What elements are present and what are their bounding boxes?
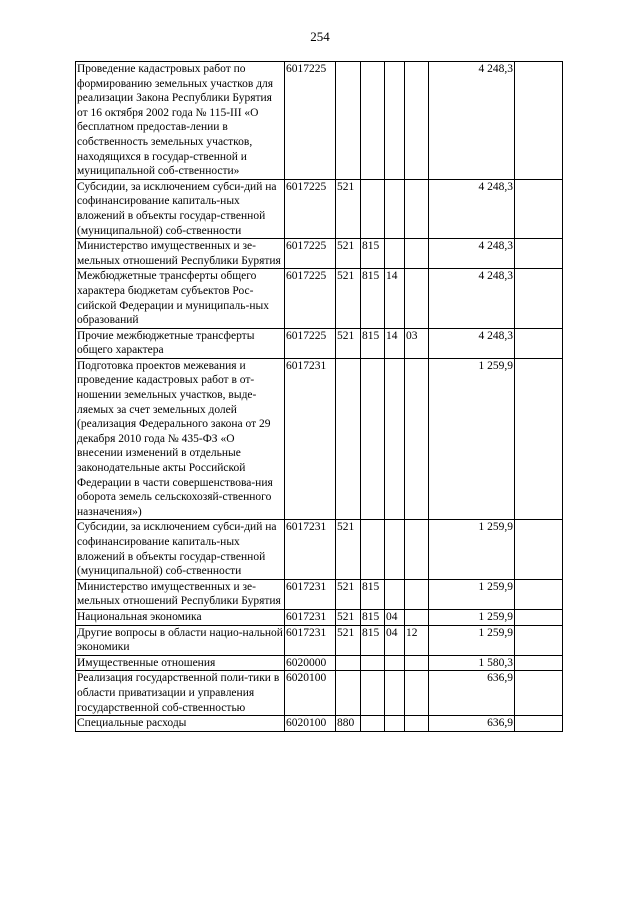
expense-name-cell: Прочие межбюджетные трансферты общего характера xyxy=(76,328,285,358)
extra-cell xyxy=(515,671,563,716)
expense-type-cell: 521 xyxy=(336,520,361,579)
section-cell: 14 xyxy=(385,328,405,358)
expense-name-cell: Субсидии, за исключением субси-дий на софинансирование капиталь-ных вложений в объекты государ-ственной (муниципальной) соб-ственности xyxy=(76,179,285,238)
ministry-code-cell: 815 xyxy=(361,239,385,269)
subsection-cell xyxy=(405,239,429,269)
target-article-cell: 6017231 xyxy=(285,520,336,579)
amount-cell: 1 259,9 xyxy=(429,625,515,655)
table-row xyxy=(76,671,563,716)
table-row xyxy=(76,328,563,358)
target-article-cell: 6020000 xyxy=(285,655,336,671)
subsection-cell xyxy=(405,358,429,520)
table-row xyxy=(76,609,563,625)
subsection-cell: 03 xyxy=(405,328,429,358)
expense-name-cell: Субсидии, за исключением субси-дий на софинансирование капиталь-ных вложений в объекты государ-ственной (муниципальной) соб-ственности xyxy=(76,520,285,579)
ministry-code-cell xyxy=(361,671,385,716)
extra-cell xyxy=(515,625,563,655)
amount-cell: 636,9 xyxy=(429,671,515,716)
table-row xyxy=(76,179,563,238)
expense-type-cell: 521 xyxy=(336,579,361,609)
section-cell xyxy=(385,62,405,180)
amount-cell: 4 248,3 xyxy=(429,328,515,358)
extra-cell xyxy=(515,328,563,358)
ministry-code-cell xyxy=(361,520,385,579)
section-cell: 04 xyxy=(385,625,405,655)
expense-type-cell xyxy=(336,655,361,671)
expense-type-cell: 521 xyxy=(336,328,361,358)
table-row xyxy=(76,716,563,732)
subsection-cell: 12 xyxy=(405,625,429,655)
amount-cell: 4 248,3 xyxy=(429,62,515,180)
amount-cell: 4 248,3 xyxy=(429,239,515,269)
extra-cell xyxy=(515,655,563,671)
expense-type-cell: 521 xyxy=(336,239,361,269)
target-article-cell: 6017225 xyxy=(285,239,336,269)
amount-cell: 1 259,9 xyxy=(429,358,515,520)
extra-cell xyxy=(515,62,563,180)
target-article-cell: 6017231 xyxy=(285,358,336,520)
table-row xyxy=(76,625,563,655)
ministry-code-cell: 815 xyxy=(361,625,385,655)
subsection-cell xyxy=(405,269,429,328)
section-cell xyxy=(385,179,405,238)
section-cell: 14 xyxy=(385,269,405,328)
subsection-cell xyxy=(405,579,429,609)
target-article-cell: 6017231 xyxy=(285,579,336,609)
extra-cell xyxy=(515,358,563,520)
ministry-code-cell: 815 xyxy=(361,609,385,625)
subsection-cell xyxy=(405,655,429,671)
expense-type-cell: 521 xyxy=(336,179,361,238)
amount-cell: 1 580,3 xyxy=(429,655,515,671)
section-cell: 04 xyxy=(385,609,405,625)
expense-type-cell: 880 xyxy=(336,716,361,732)
ministry-code-cell xyxy=(361,655,385,671)
target-article-cell: 6017225 xyxy=(285,179,336,238)
amount-cell: 1 259,9 xyxy=(429,520,515,579)
ministry-code-cell xyxy=(361,716,385,732)
target-article-cell: 6017231 xyxy=(285,609,336,625)
extra-cell xyxy=(515,239,563,269)
table-row xyxy=(76,520,563,579)
expense-type-cell xyxy=(336,358,361,520)
expense-name-cell: Проведение кадастровых работ по формированию земельных участков для реализации Закона Республики Бурятия от 16 октября 2002 года № 115-III «О бесплатном предостав-лении в собственность земельных участков, находящихся в государ-ственной и муниципальной соб-ственности» xyxy=(76,62,285,180)
extra-cell xyxy=(515,579,563,609)
expense-type-cell: 521 xyxy=(336,625,361,655)
subsection-cell xyxy=(405,609,429,625)
target-article-cell: 6020100 xyxy=(285,716,336,732)
section-cell xyxy=(385,579,405,609)
expense-type-cell xyxy=(336,62,361,180)
ministry-code-cell xyxy=(361,358,385,520)
expense-name-cell: Министерство имущественных и зе-мельных отношений Республики Бурятия xyxy=(76,239,285,269)
expense-name-cell: Реализация государственной поли-тики в области приватизации и управления государственной соб-ственностью xyxy=(76,671,285,716)
target-article-cell: 6017231 xyxy=(285,625,336,655)
amount-cell: 1 259,9 xyxy=(429,609,515,625)
section-cell xyxy=(385,655,405,671)
amount-cell: 4 248,3 xyxy=(429,179,515,238)
section-cell xyxy=(385,358,405,520)
ministry-code-cell: 815 xyxy=(361,269,385,328)
extra-cell xyxy=(515,179,563,238)
section-cell xyxy=(385,239,405,269)
extra-cell xyxy=(515,269,563,328)
table-row xyxy=(76,269,563,328)
expense-type-cell: 521 xyxy=(336,269,361,328)
page-number: 254 xyxy=(310,29,330,44)
target-article-cell: 6017225 xyxy=(285,62,336,180)
subsection-cell xyxy=(405,671,429,716)
section-cell xyxy=(385,520,405,579)
table-body xyxy=(76,62,563,732)
expense-type-cell: 521 xyxy=(336,609,361,625)
table-row xyxy=(76,62,563,180)
subsection-cell xyxy=(405,520,429,579)
extra-cell xyxy=(515,716,563,732)
budget-table xyxy=(75,61,563,732)
expense-name-cell: Министерство имущественных и зе-мельных отношений Республики Бурятия xyxy=(76,579,285,609)
amount-cell: 636,9 xyxy=(429,716,515,732)
expense-name-cell: Межбюджетные трансферты общего характера бюджетам субъектов Рос-сийской Федерации и муниципаль-ных образований xyxy=(76,269,285,328)
extra-cell xyxy=(515,520,563,579)
subsection-cell xyxy=(405,716,429,732)
subsection-cell xyxy=(405,62,429,180)
amount-cell: 4 248,3 xyxy=(429,269,515,328)
section-cell xyxy=(385,716,405,732)
table-row xyxy=(76,655,563,671)
ministry-code-cell: 815 xyxy=(361,328,385,358)
amount-cell: 1 259,9 xyxy=(429,579,515,609)
ministry-code-cell: 815 xyxy=(361,579,385,609)
expense-type-cell xyxy=(336,671,361,716)
extra-cell xyxy=(515,609,563,625)
table-row xyxy=(76,579,563,609)
target-article-cell: 6017225 xyxy=(285,328,336,358)
subsection-cell xyxy=(405,179,429,238)
expense-name-cell: Специальные расходы xyxy=(76,716,285,732)
target-article-cell: 6017225 xyxy=(285,269,336,328)
target-article-cell: 6020100 xyxy=(285,671,336,716)
ministry-code-cell xyxy=(361,179,385,238)
expense-name-cell: Подготовка проектов межевания и проведение кадастровых работ в от-ношении земельных участков, выде-ляемых за счет земельных долей (реализация Федерального закона от 29 декабря 2010 года № 435-ФЗ «О внесении изменений в отдельные законодательные акты Российской Федерации в части совершенствова-ния оборота земель сельскохозяй-ственного назначения») xyxy=(76,358,285,520)
table-row xyxy=(76,239,563,269)
ministry-code-cell xyxy=(361,62,385,180)
section-cell xyxy=(385,671,405,716)
expense-name-cell: Другие вопросы в области нацио-нальной экономики xyxy=(76,625,285,655)
expense-name-cell: Национальная экономика xyxy=(76,609,285,625)
table-row xyxy=(76,358,563,520)
expense-name-cell: Имущественные отношения xyxy=(76,655,285,671)
